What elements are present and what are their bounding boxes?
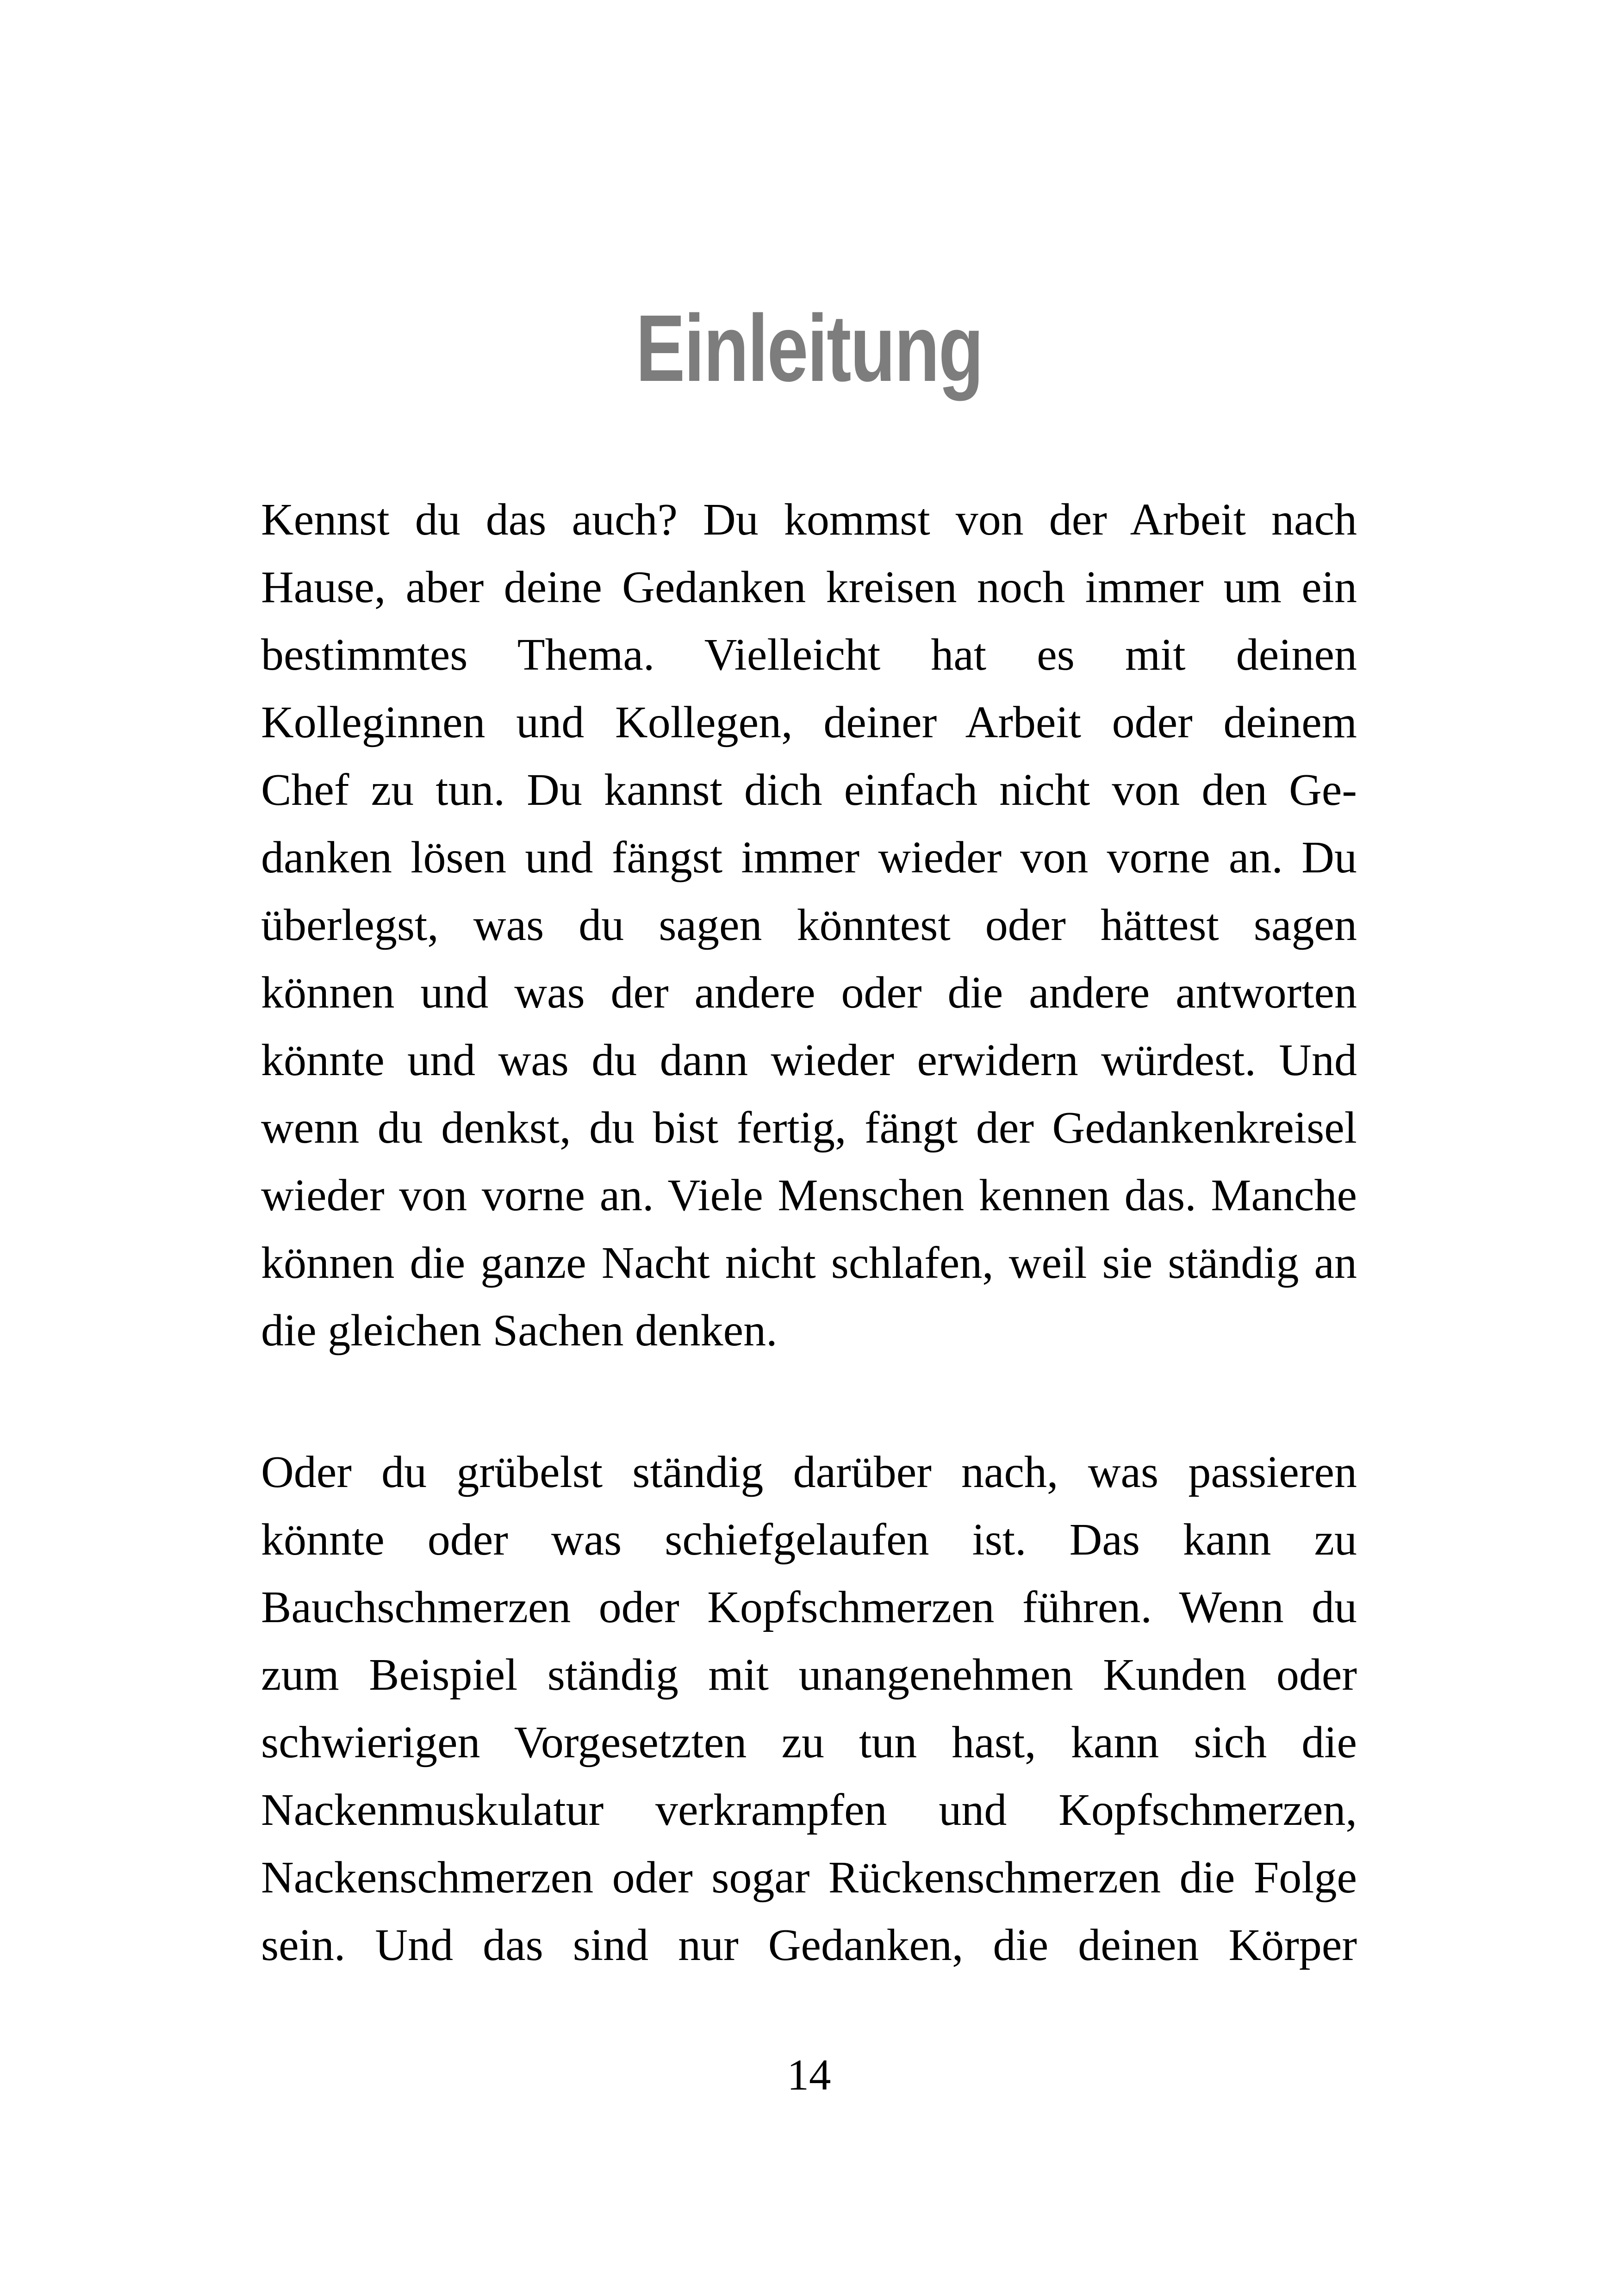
text-line: bestimmtes Thema. Vielleicht hat es mit deinen [261, 630, 1357, 680]
text-line: Nackenmuskulatur verkrampfen und Kopfschmerzen, [261, 1785, 1357, 1835]
text-line: können und was der andere oder die andere antworten [261, 968, 1357, 1018]
text-line: Kennst du das auch? Du kommst von der Arbeit nach [261, 495, 1357, 545]
text-line: Oder du grübelst ständig darüber nach, was passieren [261, 1447, 1357, 1497]
text-line: Bauchschmerzen oder Kopfschmerzen führen. Wenn du [261, 1582, 1357, 1632]
text-line: könnte und was du dann wieder erwidern würdest. Und [261, 1035, 1357, 1085]
text-line: die gleichen Sachen denken. [261, 1306, 778, 1356]
text-line: könnte oder was schiefgelaufen ist. Das kann zu [261, 1515, 1357, 1565]
text-line: überlegst, was du sagen könntest oder hättest sagen [261, 900, 1357, 950]
chapter-title-text: Einleitung [635, 295, 983, 401]
text-line: schwierigen Vorgesetzten zu tun hast, kann sich die [261, 1717, 1357, 1767]
text-line: sein. Und das sind nur Gedanken, die deinen Körper [261, 1920, 1357, 1970]
text-line: zum Beispiel ständig mit unangenehmen Kunden oder [261, 1650, 1357, 1700]
paragraph-2 [261, 1438, 1357, 1979]
text-line: Nackenschmerzen oder sogar Rückenschmerzen die Folge [261, 1853, 1357, 1903]
text-line: Hause, aber deine Gedanken kreisen noch immer um ein [261, 562, 1357, 612]
text-line: wenn du denkst, du bist fertig, fängt der Gedankenkreisel [261, 1103, 1357, 1153]
text-line: wieder von vorne an. Viele Menschen kennen das. Manche [261, 1170, 1357, 1220]
text-line: Kolleginnen und Kollegen, deiner Arbeit oder deinem [261, 697, 1357, 747]
chapter-title [0, 0, 1618, 401]
text-line: danken lösen und fängst immer wieder von vorne an. Du [261, 833, 1357, 883]
page-number: 14 [787, 2050, 831, 2099]
paragraph-1 [261, 486, 1357, 1364]
text-line: Chef zu tun. Du kannst dich einfach nicht von den Ge- [261, 765, 1357, 815]
text-line: können die ganze Nacht nicht schlafen, weil sie ständig an [261, 1238, 1357, 1288]
